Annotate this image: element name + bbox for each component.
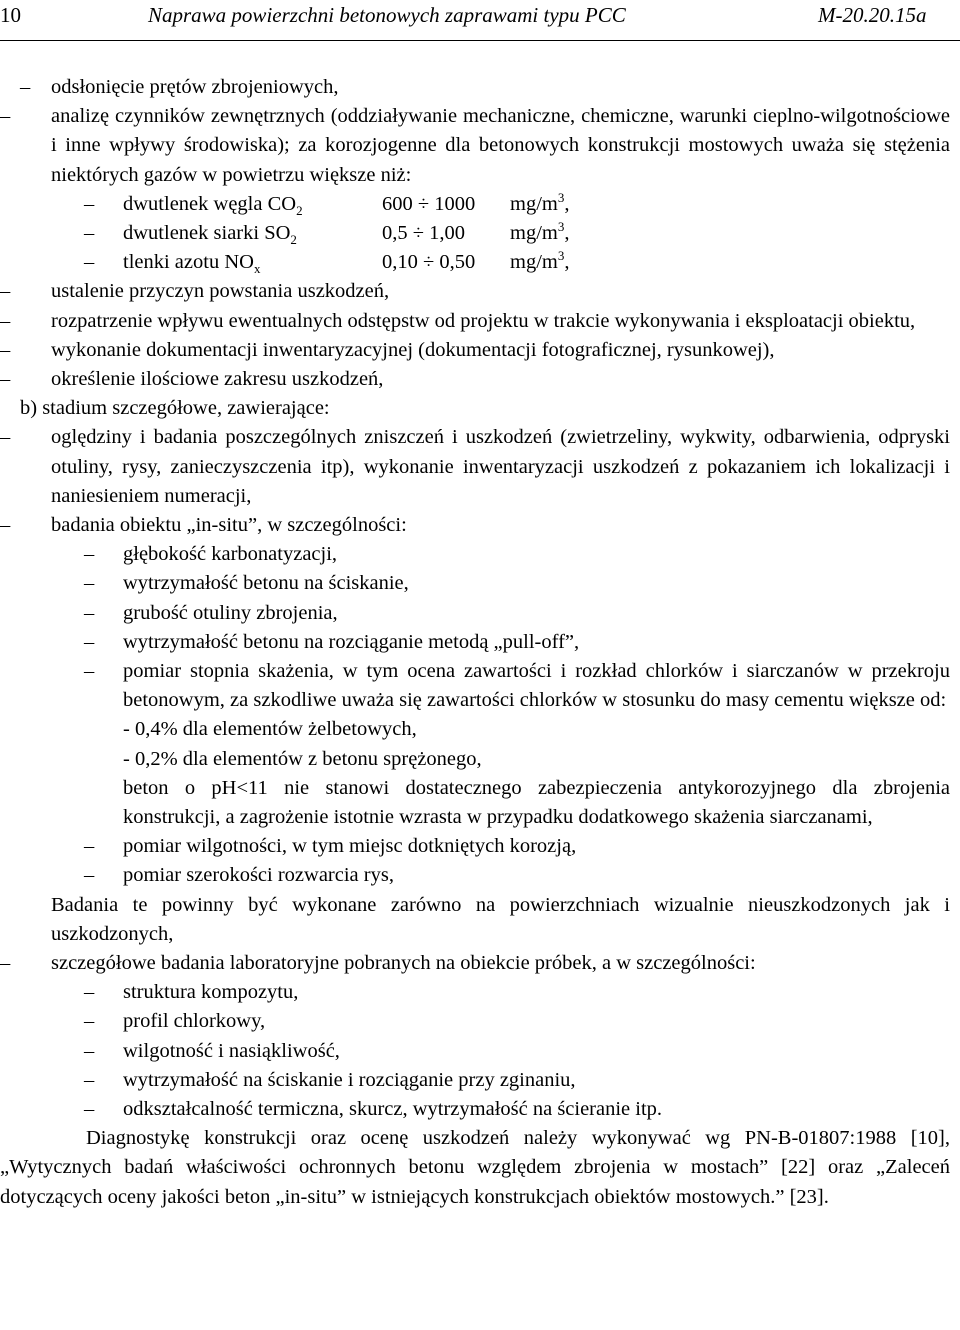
sub-list-item: – pomiar stopnia skażenia, w tym ocena zawartości i rozkład chlorków i siarczanów w przekroju betonowym, za szkodliwe uważa się zawartości chlorków w stosunku do masy cementu większe od: — [20, 657, 950, 715]
list-item: – szczegółowe badania laboratoryjne pobranych na obiekcie próbek, a w szczególności: — [20, 949, 950, 978]
surface-note: Badania te powinny być wykonane zarówno na powierzchniach wizualnie nieuszkodzonych jak i uszkodzonych, — [51, 893, 950, 945]
gas-range: 0,5 ÷ 1,00 — [382, 222, 466, 244]
gas-name: – tlenki azotu $NO_x$ — [123, 251, 261, 277]
gas-unit: $mg/m^3$, — [510, 219, 570, 244]
gas-range: 0,10 ÷ 0,50 — [382, 251, 476, 274]
sub-list-item: – pomiar szerokości rozwarcia rys, — [20, 861, 950, 890]
list-item: – rozpatrzenie wpływu ewentualnych odstępstw od projektu w trakcie wykonywania i eksploatacji obiektu, — [20, 307, 950, 336]
sub-list-item: – pomiar wilgotności, w tym miejsc dotkniętych korozją, — [20, 832, 950, 861]
sub-list-item: – wilgotność i nasiąkliwość, — [20, 1037, 950, 1066]
list-item: – odsłonięcie prętów zbrojeniowych, — [20, 73, 950, 102]
ph-note: beton o pH<11 nie stanowi dostatecznego zabezpieczenia antykorozyjnego dla zbrojenia konstrukcji, a zagrożenie istotnie wzrasta w przypadku dodatkowego skażenia siarczanami, — [123, 776, 950, 829]
list-item: – oględziny i badania poszczególnych zniszczeń i uszkodzeń (zwietrzeliny, wykwity, odbarwienia, odpryski otuliny, rysy, zanieczyszczenia itp), wykonanie inwentaryzacji uszkodzeń z pokazaniem ich lokalizacji i naniesieniem numeracji, — [20, 423, 950, 511]
sub-list-item: – grubość otuliny zbrojenia, — [20, 599, 950, 628]
sub-list-item: – wytrzymałość na ściskanie i rozciąganie przy zginaniu, — [20, 1066, 950, 1095]
gas-range: 600 ÷ 1000 — [382, 192, 476, 215]
gas-row — [20, 190, 950, 219]
sub-list-item: – struktura kompozytu, — [20, 978, 950, 1007]
sub-list-item: – wytrzymałość betonu na rozciąganie metodą „pull-off”, — [20, 628, 950, 657]
page-header — [0, 0, 960, 41]
list-item: – wykonanie dokumentacji inwentaryzacyjnej (dokumentacji fotograficznej, rysunkowej), — [20, 336, 950, 365]
list-item: – ustalenie przyczyn powstania uszkodzeń, — [20, 277, 950, 306]
closing-paragraph: Diagnostykę konstrukcji oraz ocenę uszkodzeń należy wykonywać wg PN-B-01807:1988 [10], „Wytycznych badań właściwości ochronnych betonu względem zbrojenia w mostach” [22] oraz „Zaleceń dotyczących oceny jakości beton „in-situ” w istniejących konstrukcjach obiektów mostowych.” [23]. — [0, 1127, 950, 1208]
sub-list-item: – wytrzymałość betonu na ściskanie, — [20, 569, 950, 598]
list-item: – badania obiektu „in-situ”, w szczególności: — [20, 511, 950, 540]
gas-unit: $mg/m^3$, — [510, 248, 570, 274]
gas-name: – dwutlenek siarki $SO_2$ — [123, 222, 297, 248]
limit-line: - 0,2% dla elementów z betonu sprężonego, — [123, 747, 482, 770]
spec-code: M-20.20.15a — [818, 3, 927, 27]
gas-row — [20, 248, 950, 277]
page-number: 10 — [0, 3, 21, 27]
gas-row — [20, 219, 950, 248]
sub-list-item: – głębokość karbonatyzacji, — [20, 540, 950, 569]
sub-list-item: – odkształcalność termiczna, skurcz, wytrzymałość na ścieranie itp. — [20, 1095, 950, 1124]
gas-name: – dwutlenek węgla $CO_2$ — [123, 192, 303, 218]
list-item: – określenie ilościowe zakresu uszkodzeń, — [20, 365, 950, 394]
running-title: Naprawa powierzchni betonowych zaprawami typu PCC — [148, 3, 626, 27]
gas-unit: $mg/m^3$, — [510, 189, 570, 215]
gas-concentration-list — [20, 190, 950, 278]
limit-line: - 0,4% dla elementów żelbetowych, — [123, 718, 417, 741]
sub-list-item: – profil chlorkowy, — [20, 1007, 950, 1036]
document-body — [0, 73, 950, 1212]
section-heading: b) stadium szczegółowe, zawierające: — [20, 397, 330, 420]
list-item: – analizę czynników zewnętrznych (oddziaływanie mechaniczne, chemiczne, warunki cieplno-wilgotnościowe i inne wpływy środowiska); za korozjogenne dla betonowych konstrukcji mostowych uważa się stężenia niektórych gazów w powietrzu większe niż: — [20, 102, 950, 190]
